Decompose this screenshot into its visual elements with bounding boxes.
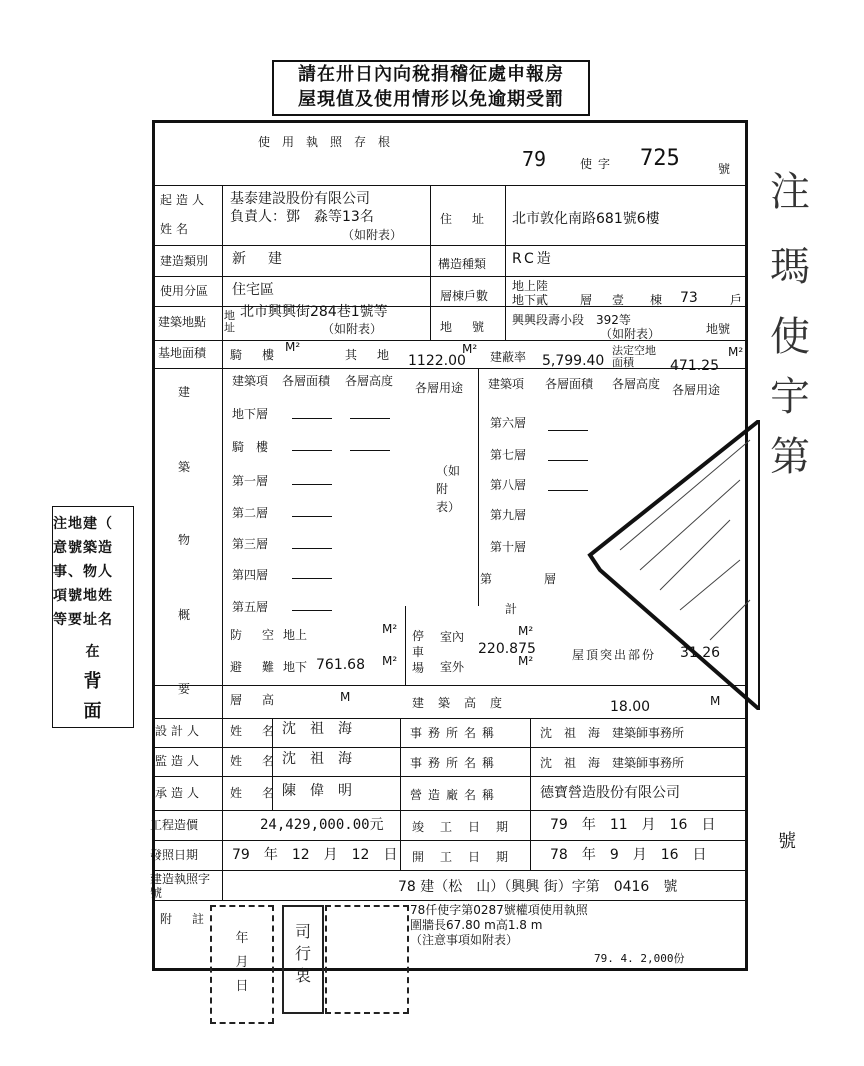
- margin-char: 宇: [770, 374, 810, 420]
- rule: [152, 718, 745, 719]
- blank-line: [292, 418, 332, 419]
- rule: [152, 185, 745, 186]
- shelter-label-1: 防 空: [230, 628, 279, 642]
- construction-permit-label: 建造執照字號: [150, 872, 211, 900]
- floors-header-col3: 各層高度: [345, 374, 394, 388]
- contractor-firm-label: 營造廠名稱: [410, 788, 501, 802]
- col-rule: [478, 368, 479, 606]
- owner-company: 基泰建設股份有限公司: [230, 191, 370, 207]
- remarks-line-3: （注意事項如附表）: [410, 933, 519, 947]
- rule: [152, 840, 745, 841]
- site-area-label: 基地面積: [158, 346, 207, 360]
- m2-unit: M²: [382, 654, 398, 668]
- remarks-line-1: 78仟使字第0287號權項使用執照: [410, 903, 588, 917]
- designer-name-label: 姓 名: [230, 724, 279, 738]
- build-type-value: 新 建: [232, 251, 286, 267]
- remarks-line-2: 圍牆長67.80 m高1.8 m: [410, 918, 543, 932]
- side-note-bottom: 在: [85, 644, 101, 660]
- col-rule: [222, 185, 223, 900]
- side-note-line: 項號地姓: [53, 588, 113, 604]
- other-value: 1122.00: [408, 353, 466, 369]
- floor-right: 第 層: [480, 572, 577, 586]
- blank-line: [292, 548, 332, 549]
- floors-header-col1: 建築項: [232, 374, 269, 388]
- contractor-name-label: 姓 名: [230, 786, 279, 800]
- designer-label: 設計人: [155, 724, 204, 738]
- lot-suffix: 地號: [706, 322, 731, 336]
- lot-see-table: （如附表）: [600, 327, 661, 341]
- contractor-label: 承造人: [155, 786, 204, 800]
- section-label-char: 要: [178, 682, 191, 696]
- blank-line: [350, 418, 390, 419]
- parking-indoor-value: 220.875: [478, 641, 536, 657]
- permit-year: 79: [522, 147, 547, 171]
- designer-name: 沈 祖 海: [282, 721, 352, 737]
- date-seal: [210, 905, 274, 1024]
- start-date: 78 年 9 月 16 日: [550, 847, 707, 863]
- floor-height-unit: M: [340, 690, 351, 704]
- floor-left: 第四層: [232, 568, 269, 582]
- floor-right: 第八層: [490, 478, 527, 492]
- section-label-char: 概: [178, 608, 191, 622]
- margin-char: 注: [770, 169, 810, 215]
- floor-height-label: 層 高: [230, 693, 279, 707]
- owner-see-table: （如附表）: [342, 228, 403, 242]
- side-note-line: 等要址名: [53, 612, 113, 628]
- struct-value: RC造: [512, 251, 554, 267]
- floors-label: 層棟戶數: [440, 289, 489, 303]
- floor-left: 騎 樓: [232, 440, 269, 454]
- permit-number: 725: [640, 146, 680, 171]
- site-label: 建築地點: [158, 315, 207, 329]
- margin-char: 瑪: [770, 244, 810, 290]
- designer-office: 沈 祖 海 建築師事務所: [540, 726, 685, 740]
- blank-line: [292, 578, 332, 579]
- floor-right: 計: [505, 602, 518, 616]
- supervisor-label: 監造人: [155, 754, 204, 768]
- side-note-line: 注地建（: [53, 516, 113, 532]
- designer-office-label: 事務所名稱: [410, 726, 501, 740]
- side-note-bottom: 背: [83, 671, 103, 692]
- owner-rep: 負責人：鄧 淼等13名: [230, 209, 374, 225]
- completion-label: 竣工日期: [412, 820, 525, 834]
- seal-text: 年月日: [235, 931, 249, 994]
- supervisor-name: 沈 祖 海: [282, 751, 352, 767]
- household-unit: 戶: [730, 293, 743, 307]
- floor-right: 第七層: [490, 448, 527, 462]
- side-note-line: 意號築造: [53, 540, 113, 556]
- parking-outdoor: 室外: [440, 660, 465, 674]
- floors-note: （如附表）: [436, 464, 461, 514]
- site-see-table: （如附表）: [322, 322, 383, 336]
- remarks-label: 附 註: [160, 912, 209, 926]
- supervisor-office-label: 事務所名稱: [410, 756, 501, 770]
- blank-line: [292, 450, 332, 451]
- floor-left: 第一層: [232, 474, 269, 488]
- section-label-char: 建: [178, 385, 191, 399]
- parking-label: 停車場: [412, 629, 425, 675]
- section-label-char: 築: [178, 460, 191, 474]
- floors-header-col8: 各層用途: [672, 383, 721, 397]
- completion-date: 79 年 11 月 16 日: [550, 817, 716, 833]
- floor-right: 第十層: [490, 540, 527, 554]
- floor-left: 地下層: [232, 407, 269, 421]
- contractor-firm: 德寶營造股份有限公司: [540, 785, 680, 801]
- owner-address-label: 住 址: [440, 212, 489, 226]
- corner-seal: [325, 905, 409, 1014]
- side-note-bottom: 面: [83, 701, 103, 722]
- section-label-char: 物: [178, 533, 191, 547]
- m2-unit: M²: [518, 654, 534, 668]
- floor-right: 第九層: [490, 508, 527, 522]
- form-title: 使用執照存根: [258, 135, 403, 149]
- rule: [152, 870, 745, 871]
- rule: [152, 776, 745, 777]
- zone-value: 住宅區: [232, 282, 274, 298]
- floors-header-col4: 各層用途: [415, 381, 464, 395]
- floors-below: 地下貳: [512, 293, 549, 307]
- notice-line-1: 請在卅日內向稅捐稽征處申報房: [298, 64, 564, 85]
- floors-header-col2: 各層面積: [282, 374, 331, 388]
- owner-name-label: 姓名: [160, 222, 193, 236]
- shelter-label-2: 避 難: [230, 660, 279, 674]
- col-rule: [400, 718, 401, 870]
- floors-header-col5: 建築項: [488, 377, 525, 391]
- rule: [152, 245, 745, 246]
- construction-permit-value: 78 建（松 山）（興興 街）字第 0416 號: [398, 879, 678, 895]
- owner-label: 起造人: [160, 193, 209, 207]
- shelter-below: 地下: [283, 660, 308, 674]
- blank-line: [292, 516, 332, 517]
- lot-value: 興興段壽小段 392等: [512, 313, 631, 327]
- supervisor-name-label: 姓 名: [230, 754, 279, 768]
- torn-corner-decoration: [580, 420, 760, 710]
- col-rule: [405, 606, 406, 685]
- margin-char: 使: [770, 314, 810, 360]
- permit-suffix: 號: [718, 162, 731, 176]
- official-seal: [282, 905, 324, 1014]
- ratio-value: 5,799.40: [542, 353, 605, 369]
- rule: [152, 810, 745, 811]
- ratio-label: 建蔽率: [490, 350, 527, 364]
- legal-open-value: 471.25: [670, 358, 719, 374]
- cost-label: 工程造價: [150, 818, 199, 832]
- margin-char: 第: [770, 434, 810, 480]
- issue-date: 79 年 12 月 12 日: [232, 847, 398, 863]
- floor-left: 第五層: [232, 600, 269, 614]
- owner-address: 北市敦化南路681號6樓: [512, 211, 660, 227]
- permit-word: 使字: [580, 157, 617, 171]
- m2-unit: M²: [462, 342, 478, 356]
- roof-label: 屋頂突出部份: [572, 648, 657, 662]
- shelter-below-value: 761.68: [316, 657, 365, 673]
- m2-unit: M²: [382, 622, 398, 636]
- building-count: 壹: [612, 293, 625, 307]
- col-rule: [430, 185, 431, 340]
- floors-above: 地上陸: [512, 279, 549, 293]
- m2-unit: M²: [518, 624, 534, 638]
- supervisor-office: 沈 祖 海 建築師事務所: [540, 756, 685, 770]
- notice-box: [272, 60, 590, 116]
- side-note-line: 事、物人: [53, 564, 113, 580]
- issue-date-label: 發照日期: [150, 848, 199, 862]
- blank-line: [350, 450, 390, 451]
- print-code: 79. 4. 2,000份: [594, 952, 685, 965]
- floor-left: 第三層: [232, 537, 269, 551]
- parking-indoor: 室內: [440, 630, 465, 644]
- building-height-value: 18.00: [610, 699, 651, 715]
- household-count: 73: [680, 290, 698, 306]
- other-label: 其 地: [345, 348, 394, 362]
- building-unit: 棟: [650, 293, 663, 307]
- notice-line-2: 屋現值及使用情形以免逾期受罰: [298, 89, 564, 110]
- legal-open-label: 法定空地面積: [612, 344, 656, 369]
- rule: [152, 900, 745, 901]
- col-rule: [530, 718, 531, 870]
- struct-label: 構造種類: [438, 257, 487, 271]
- m2-unit: M²: [728, 345, 744, 359]
- seal-text: 司行衷: [294, 922, 311, 985]
- lot-label: 地 號: [440, 320, 489, 334]
- floors-header-col7: 各層高度: [612, 377, 661, 391]
- roof-value: 31.26: [680, 645, 721, 661]
- rule: [152, 747, 745, 748]
- col-rule: [505, 185, 506, 340]
- floor-left: 第二層: [232, 506, 269, 520]
- building-height-unit: M: [710, 694, 721, 708]
- arcade-label: 騎 樓: [230, 348, 279, 362]
- zone-label: 使用分區: [160, 284, 209, 298]
- cost-value: 24,429,000.00元: [260, 817, 384, 833]
- floor-right: 第六層: [490, 416, 527, 430]
- site-addr-label: 地址: [224, 309, 235, 334]
- contractor-name: 陳 偉 明: [282, 783, 352, 799]
- build-type-label: 建造類別: [160, 254, 209, 268]
- floors-unit: 層: [580, 293, 593, 307]
- site-address: 北市興興街284巷1號等: [240, 304, 388, 320]
- rule: [152, 276, 745, 277]
- blank-line: [292, 484, 332, 485]
- floors-header-col6: 各層面積: [545, 377, 594, 391]
- m2-unit: M²: [285, 340, 301, 354]
- margin-char: 號: [778, 831, 796, 852]
- blank-line: [292, 610, 332, 611]
- side-note: [52, 506, 134, 728]
- shelter-above: 地上: [283, 628, 308, 642]
- start-label: 開工日期: [412, 850, 525, 864]
- building-height-label: 建築高度: [412, 696, 517, 710]
